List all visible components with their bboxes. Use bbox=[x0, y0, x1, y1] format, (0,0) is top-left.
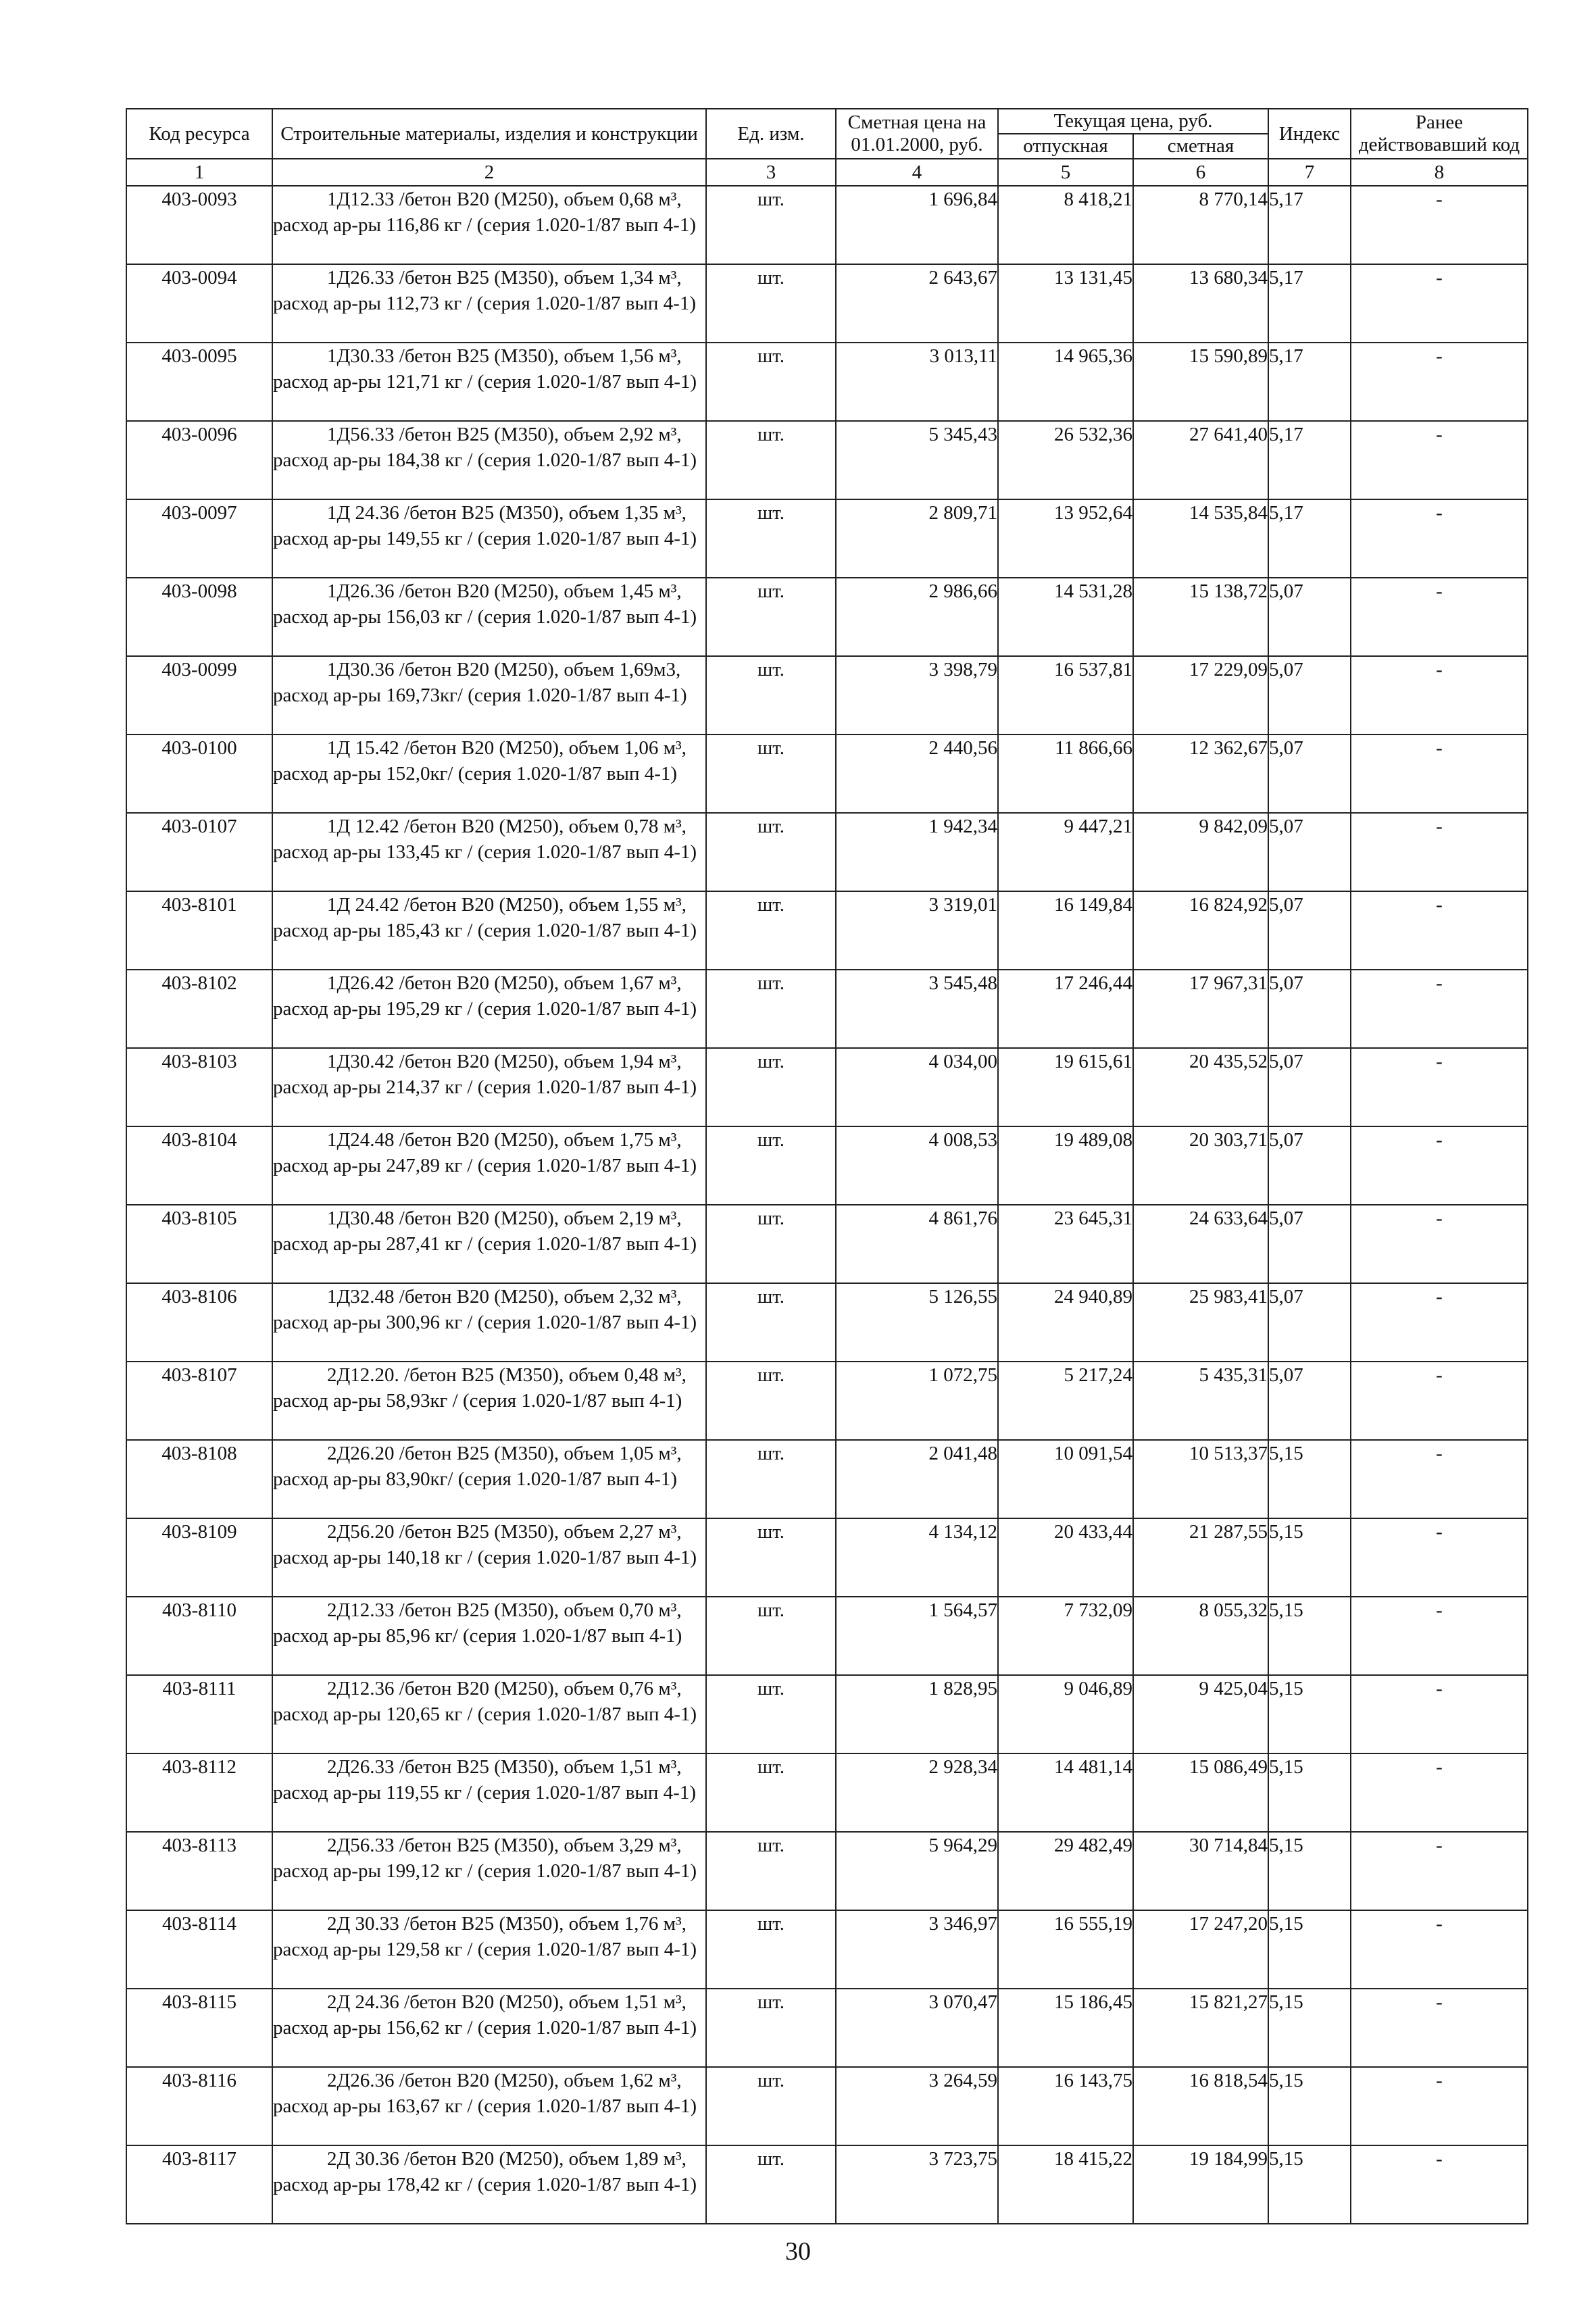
material-name-text: 1Д 24.36 /бетон В25 (М350), объем 1,35 м³, расход ар-ры 149,55 кг / (серия 1.020-1/87 вып 4-1) bbox=[273, 502, 697, 549]
base-price-cell: 1 828,95 bbox=[836, 1675, 998, 1753]
material-name bbox=[272, 1440, 706, 1518]
table-row bbox=[126, 578, 1528, 656]
estimate-price-cell: 15 821,27 bbox=[1133, 1989, 1268, 2067]
table-row bbox=[126, 970, 1528, 1048]
prev-code-cell: - bbox=[1351, 499, 1528, 578]
resource-code: 403-0097 bbox=[126, 499, 272, 578]
release-price-cell: 13 952,64 bbox=[998, 499, 1133, 578]
release-price-cell: 8 418,21 bbox=[998, 186, 1133, 264]
header-estimate-price: сметная bbox=[1133, 134, 1268, 159]
index-cell: 5,07 bbox=[1268, 970, 1351, 1048]
material-name bbox=[272, 813, 706, 891]
base-price-cell: 5 345,43 bbox=[836, 421, 998, 499]
base-price-cell: 1 696,84 bbox=[836, 186, 998, 264]
unit-cell: шт. bbox=[706, 264, 836, 343]
prev-code-cell: - bbox=[1351, 343, 1528, 421]
estimate-price-cell: 16 818,54 bbox=[1133, 2067, 1268, 2145]
material-name-text: 2Д26.36 /бетон В20 (М250), объем 1,62 м³, расход ар-ры 163,67 кг / (серия 1.020-1/87 вып 4-1) bbox=[273, 2070, 697, 2117]
estimate-price-cell: 15 138,72 bbox=[1133, 578, 1268, 656]
index-cell: 5,07 bbox=[1268, 813, 1351, 891]
table-row bbox=[126, 1126, 1528, 1205]
estimate-price-cell: 25 983,41 bbox=[1133, 1283, 1268, 1362]
index-cell: 5,17 bbox=[1268, 343, 1351, 421]
resource-code: 403-8102 bbox=[126, 970, 272, 1048]
material-name bbox=[272, 186, 706, 264]
table-row bbox=[126, 2067, 1528, 2145]
table-row bbox=[126, 891, 1528, 970]
material-name-text: 2Д 30.36 /бетон В20 (М250), объем 1,89 м³, расход ар-ры 178,42 кг / (серия 1.020-1/87 вып 4-1) bbox=[273, 2148, 697, 2195]
prev-code-cell: - bbox=[1351, 186, 1528, 264]
column-number: 4 bbox=[836, 159, 998, 186]
unit-cell: шт. bbox=[706, 813, 836, 891]
table-row bbox=[126, 421, 1528, 499]
table-row bbox=[126, 1910, 1528, 1989]
unit-cell: шт. bbox=[706, 1126, 836, 1205]
prev-code-cell: - bbox=[1351, 2067, 1528, 2145]
estimate-price-cell: 9 842,09 bbox=[1133, 813, 1268, 891]
table-row bbox=[126, 1205, 1528, 1283]
release-price-cell: 23 645,31 bbox=[998, 1205, 1133, 1283]
prev-code-cell: - bbox=[1351, 1675, 1528, 1753]
estimate-price-cell: 16 824,92 bbox=[1133, 891, 1268, 970]
release-price-cell: 26 532,36 bbox=[998, 421, 1133, 499]
material-name-text: 2Д56.20 /бетон В25 (М350), объем 2,27 м³, расход ар-ры 140,18 кг / (серия 1.020-1/87 вып 4-1) bbox=[273, 1521, 697, 1568]
unit-cell: шт. bbox=[706, 343, 836, 421]
release-price-cell: 16 537,81 bbox=[998, 656, 1133, 735]
resource-code: 403-8104 bbox=[126, 1126, 272, 1205]
material-name bbox=[272, 1518, 706, 1597]
estimate-price-cell: 15 590,89 bbox=[1133, 343, 1268, 421]
prev-code-cell: - bbox=[1351, 1832, 1528, 1910]
index-cell: 5,15 bbox=[1268, 1832, 1351, 1910]
base-price-cell: 2 986,66 bbox=[836, 578, 998, 656]
material-name bbox=[272, 1048, 706, 1126]
material-name-text: 1Д 15.42 /бетон В20 (М250), объем 1,06 м³, расход ар-ры 152,0кг/ (серия 1.020-1/87 вып 4-1) bbox=[273, 737, 687, 785]
index-cell: 5,07 bbox=[1268, 1048, 1351, 1126]
material-name-text: 1Д26.33 /бетон В25 (М350), объем 1,34 м³, расход ар-ры 112,73 кг / (серия 1.020-1/87 вып 4-1) bbox=[273, 267, 696, 314]
material-name bbox=[272, 1675, 706, 1753]
estimate-price-cell: 14 535,84 bbox=[1133, 499, 1268, 578]
index-cell: 5,07 bbox=[1268, 735, 1351, 813]
resource-code: 403-0100 bbox=[126, 735, 272, 813]
base-price-cell: 2 928,34 bbox=[836, 1753, 998, 1832]
material-name-text: 1Д32.48 /бетон В20 (М250), объем 2,32 м³, расход ар-ры 300,96 кг / (серия 1.020-1/87 вып 4-1) bbox=[273, 1286, 697, 1333]
prev-code-cell: - bbox=[1351, 421, 1528, 499]
prev-code-cell: - bbox=[1351, 1753, 1528, 1832]
column-number: 5 bbox=[998, 159, 1133, 186]
base-price-cell: 1 564,57 bbox=[836, 1597, 998, 1675]
index-cell: 5,15 bbox=[1268, 1910, 1351, 1989]
material-name-text: 1Д30.42 /бетон В20 (М250), объем 1,94 м³, расход ар-ры 214,37 кг / (серия 1.020-1/87 вып 4-1) bbox=[273, 1051, 697, 1098]
unit-cell: шт. bbox=[706, 1910, 836, 1989]
material-name-text: 2Д12.33 /бетон В25 (М350), объем 0,70 м³, расход ар-ры 85,96 кг/ (серия 1.020-1/87 вып 4-1) bbox=[273, 1599, 682, 1647]
material-name bbox=[272, 264, 706, 343]
index-cell: 5,07 bbox=[1268, 1126, 1351, 1205]
material-name-text: 2Д 24.36 /бетон В20 (М250), объем 1,51 м³, расход ар-ры 156,62 кг / (серия 1.020-1/87 вып 4-1) bbox=[273, 1991, 697, 2039]
prev-code-cell: - bbox=[1351, 656, 1528, 735]
material-name-text: 1Д30.33 /бетон В25 (М350), объем 1,56 м³, расход ар-ры 121,71 кг / (серия 1.020-1/87 вып 4-1) bbox=[273, 345, 697, 393]
estimate-price-cell: 8 770,14 bbox=[1133, 186, 1268, 264]
estimate-price-cell: 12 362,67 bbox=[1133, 735, 1268, 813]
material-name bbox=[272, 970, 706, 1048]
release-price-cell: 9 447,21 bbox=[998, 813, 1133, 891]
material-name bbox=[272, 1832, 706, 1910]
table-row bbox=[126, 1675, 1528, 1753]
material-name-text: 1Д30.36 /бетон В20 (М250), объем 1,69м3, расход ар-ры 169,73кг/ (серия 1.020-1/87 вып 4-1) bbox=[273, 659, 687, 706]
material-name bbox=[272, 2067, 706, 2145]
unit-cell: шт. bbox=[706, 1832, 836, 1910]
table-row bbox=[126, 1832, 1528, 1910]
unit-cell: шт. bbox=[706, 1518, 836, 1597]
prev-code-cell: - bbox=[1351, 1362, 1528, 1440]
base-price-cell: 3 723,75 bbox=[836, 2145, 998, 2224]
header-name: Строительные материалы, изделия и конструкции bbox=[272, 109, 706, 159]
release-price-cell: 13 131,45 bbox=[998, 264, 1133, 343]
table-row bbox=[126, 1283, 1528, 1362]
index-cell: 5,17 bbox=[1268, 186, 1351, 264]
material-name bbox=[272, 735, 706, 813]
column-number: 6 bbox=[1133, 159, 1268, 186]
unit-cell: шт. bbox=[706, 1989, 836, 2067]
column-number: 3 bbox=[706, 159, 836, 186]
release-price-cell: 29 482,49 bbox=[998, 1832, 1133, 1910]
base-price-cell: 3 070,47 bbox=[836, 1989, 998, 2067]
estimate-price-cell: 13 680,34 bbox=[1133, 264, 1268, 343]
resource-code: 403-0096 bbox=[126, 421, 272, 499]
base-price-cell: 5 126,55 bbox=[836, 1283, 998, 1362]
release-price-cell: 17 246,44 bbox=[998, 970, 1133, 1048]
material-name bbox=[272, 656, 706, 735]
table-row bbox=[126, 186, 1528, 264]
base-price-cell: 5 964,29 bbox=[836, 1832, 998, 1910]
resource-code: 403-8111 bbox=[126, 1675, 272, 1753]
release-price-cell: 16 143,75 bbox=[998, 2067, 1133, 2145]
release-price-cell: 14 965,36 bbox=[998, 343, 1133, 421]
prev-code-cell: - bbox=[1351, 1048, 1528, 1126]
resource-code: 403-8112 bbox=[126, 1753, 272, 1832]
index-cell: 5,07 bbox=[1268, 578, 1351, 656]
estimate-price-cell: 17 229,09 bbox=[1133, 656, 1268, 735]
table-row bbox=[126, 813, 1528, 891]
header-current-price: Текущая цена, руб. bbox=[998, 109, 1268, 134]
unit-cell: шт. bbox=[706, 1675, 836, 1753]
prev-code-cell: - bbox=[1351, 1283, 1528, 1362]
table-row bbox=[126, 499, 1528, 578]
material-name bbox=[272, 1910, 706, 1989]
release-price-cell: 11 866,66 bbox=[998, 735, 1133, 813]
resource-code: 403-0107 bbox=[126, 813, 272, 891]
base-price-cell: 4 008,53 bbox=[836, 1126, 998, 1205]
column-number: 8 bbox=[1351, 159, 1528, 186]
page-number: 30 bbox=[785, 2237, 811, 2266]
header-base-price: Сметная цена на 01.01.2000, руб. bbox=[836, 109, 998, 159]
material-name bbox=[272, 1283, 706, 1362]
resource-code: 403-8116 bbox=[126, 2067, 272, 2145]
unit-cell: шт. bbox=[706, 2067, 836, 2145]
estimate-price-cell: 9 425,04 bbox=[1133, 1675, 1268, 1753]
table-row bbox=[126, 1597, 1528, 1675]
index-cell: 5,15 bbox=[1268, 1440, 1351, 1518]
material-name-text: 2Д26.20 /бетон В25 (М350), объем 1,05 м³, расход ар-ры 83,90кг/ (серия 1.020-1/87 вып 4-1) bbox=[273, 1443, 682, 1490]
unit-cell: шт. bbox=[706, 1753, 836, 1832]
prev-code-cell: - bbox=[1351, 1205, 1528, 1283]
material-name bbox=[272, 2145, 706, 2224]
release-price-cell: 7 732,09 bbox=[998, 1597, 1133, 1675]
material-name-text: 2Д12.20. /бетон В25 (М350), объем 0,48 м³, расход ар-ры 58,93кг / (серия 1.020-1/87 вып 4-1) bbox=[273, 1364, 687, 1412]
estimate-price-cell: 5 435,31 bbox=[1133, 1362, 1268, 1440]
material-name bbox=[272, 1362, 706, 1440]
material-name bbox=[272, 1753, 706, 1832]
index-cell: 5,17 bbox=[1268, 421, 1351, 499]
material-name-text: 2Д12.36 /бетон В20 (М250), объем 0,76 м³, расход ар-ры 120,65 кг / (серия 1.020-1/87 вып 4-1) bbox=[273, 1678, 697, 1725]
prev-code-cell: - bbox=[1351, 970, 1528, 1048]
index-cell: 5,15 bbox=[1268, 2067, 1351, 2145]
estimate-price-cell: 17 247,20 bbox=[1133, 1910, 1268, 1989]
unit-cell: шт. bbox=[706, 1205, 836, 1283]
resource-code: 403-8103 bbox=[126, 1048, 272, 1126]
unit-cell: шт. bbox=[706, 735, 836, 813]
material-name bbox=[272, 1597, 706, 1675]
material-name-text: 1Д24.48 /бетон В20 (М250), объем 1,75 м³, расход ар-ры 247,89 кг / (серия 1.020-1/87 вып 4-1) bbox=[273, 1129, 697, 1176]
resource-code: 403-0098 bbox=[126, 578, 272, 656]
resource-code: 403-8117 bbox=[126, 2145, 272, 2224]
estimate-price-cell: 30 714,84 bbox=[1133, 1832, 1268, 1910]
estimate-price-cell: 24 633,64 bbox=[1133, 1205, 1268, 1283]
resource-code: 403-8105 bbox=[126, 1205, 272, 1283]
header-index: Индекс bbox=[1268, 109, 1351, 159]
resource-code: 403-8106 bbox=[126, 1283, 272, 1362]
unit-cell: шт. bbox=[706, 970, 836, 1048]
estimate-price-cell: 27 641,40 bbox=[1133, 421, 1268, 499]
column-number: 2 bbox=[272, 159, 706, 186]
estimate-price-cell: 21 287,55 bbox=[1133, 1518, 1268, 1597]
release-price-cell: 18 415,22 bbox=[998, 2145, 1133, 2224]
resource-code: 403-8115 bbox=[126, 1989, 272, 2067]
prev-code-cell: - bbox=[1351, 578, 1528, 656]
prev-code-cell: - bbox=[1351, 1440, 1528, 1518]
material-name-text: 1Д26.42 /бетон В20 (М250), объем 1,67 м³, расход ар-ры 195,29 кг / (серия 1.020-1/87 вып 4-1) bbox=[273, 972, 697, 1020]
estimate-price-cell: 15 086,49 bbox=[1133, 1753, 1268, 1832]
material-name-text: 1Д 24.42 /бетон В20 (М250), объем 1,55 м³, расход ар-ры 185,43 кг / (серия 1.020-1/87 вып 4-1) bbox=[273, 894, 697, 941]
release-price-cell: 14 481,14 bbox=[998, 1753, 1133, 1832]
index-cell: 5,15 bbox=[1268, 1753, 1351, 1832]
prev-code-cell: - bbox=[1351, 891, 1528, 970]
header-release-price: отпускная bbox=[998, 134, 1133, 159]
material-name-text: 2Д26.33 /бетон В25 (М350), объем 1,51 м³, расход ар-ры 119,55 кг / (серия 1.020-1/87 вып 4-1) bbox=[273, 1756, 696, 1803]
material-name bbox=[272, 1126, 706, 1205]
base-price-cell: 4 861,76 bbox=[836, 1205, 998, 1283]
release-price-cell: 15 186,45 bbox=[998, 1989, 1133, 2067]
release-price-cell: 14 531,28 bbox=[998, 578, 1133, 656]
material-name-text: 2Д 30.33 /бетон В25 (М350), объем 1,76 м³, расход ар-ры 129,58 кг / (серия 1.020-1/87 вып 4-1) bbox=[273, 1913, 697, 1960]
material-name bbox=[272, 343, 706, 421]
resource-code: 403-8114 bbox=[126, 1910, 272, 1989]
header-code: Код ресурса bbox=[126, 109, 272, 159]
base-price-cell: 3 398,79 bbox=[836, 656, 998, 735]
table-row bbox=[126, 343, 1528, 421]
unit-cell: шт. bbox=[706, 2145, 836, 2224]
material-name bbox=[272, 1205, 706, 1283]
prev-code-cell: - bbox=[1351, 1989, 1528, 2067]
base-price-cell: 3 013,11 bbox=[836, 343, 998, 421]
index-cell: 5,07 bbox=[1268, 1205, 1351, 1283]
table-row bbox=[126, 735, 1528, 813]
base-price-cell: 2 643,67 bbox=[836, 264, 998, 343]
material-name-text: 1Д26.36 /бетон В20 (М250), объем 1,45 м³, расход ар-ры 156,03 кг / (серия 1.020-1/87 вып 4-1) bbox=[273, 580, 697, 628]
base-price-cell: 2 041,48 bbox=[836, 1440, 998, 1518]
material-name-text: 2Д56.33 /бетон В25 (М350), объем 3,29 м³, расход ар-ры 199,12 кг / (серия 1.020-1/87 вып 4-1) bbox=[273, 1835, 697, 1882]
unit-cell: шт. bbox=[706, 1597, 836, 1675]
header-unit: Ед. изм. bbox=[706, 109, 836, 159]
release-price-cell: 9 046,89 bbox=[998, 1675, 1133, 1753]
material-name-text: 1Д30.48 /бетон В20 (М250), объем 2,19 м³, расход ар-ры 287,41 кг / (серия 1.020-1/87 вып 4-1) bbox=[273, 1208, 697, 1255]
resource-code: 403-8108 bbox=[126, 1440, 272, 1518]
unit-cell: шт. bbox=[706, 1283, 836, 1362]
material-name-text: 1Д 12.42 /бетон В20 (М250), объем 0,78 м³, расход ар-ры 133,45 кг / (серия 1.020-1/87 вып 4-1) bbox=[273, 816, 697, 863]
resource-code: 403-8113 bbox=[126, 1832, 272, 1910]
estimate-price-cell: 20 303,71 bbox=[1133, 1126, 1268, 1205]
unit-cell: шт. bbox=[706, 499, 836, 578]
prev-code-cell: - bbox=[1351, 735, 1528, 813]
material-name bbox=[272, 499, 706, 578]
column-number: 7 bbox=[1268, 159, 1351, 186]
base-price-cell: 4 034,00 bbox=[836, 1048, 998, 1126]
resource-code: 403-0099 bbox=[126, 656, 272, 735]
index-cell: 5,07 bbox=[1268, 1283, 1351, 1362]
unit-cell: шт. bbox=[706, 891, 836, 970]
table-row bbox=[126, 2145, 1528, 2224]
release-price-cell: 16 555,19 bbox=[998, 1910, 1133, 1989]
base-price-cell: 2 440,56 bbox=[836, 735, 998, 813]
base-price-cell: 4 134,12 bbox=[836, 1518, 998, 1597]
resource-code: 403-0093 bbox=[126, 186, 272, 264]
material-name-text: 1Д12.33 /бетон В20 (М250), объем 0,68 м³, расход ар-ры 116,86 кг / (серия 1.020-1/87 вып 4-1) bbox=[273, 189, 696, 236]
material-name bbox=[272, 1989, 706, 2067]
estimate-price-cell: 8 055,32 bbox=[1133, 1597, 1268, 1675]
table-row bbox=[126, 1048, 1528, 1126]
index-cell: 5,15 bbox=[1268, 2145, 1351, 2224]
prev-code-cell: - bbox=[1351, 2145, 1528, 2224]
estimate-price-cell: 10 513,37 bbox=[1133, 1440, 1268, 1518]
resource-code: 403-0095 bbox=[126, 343, 272, 421]
table-row bbox=[126, 1518, 1528, 1597]
unit-cell: шт. bbox=[706, 421, 836, 499]
unit-cell: шт. bbox=[706, 656, 836, 735]
table-row bbox=[126, 1989, 1528, 2067]
table-body bbox=[126, 186, 1528, 2224]
unit-cell: шт. bbox=[706, 1440, 836, 1518]
index-cell: 5,15 bbox=[1268, 1518, 1351, 1597]
unit-cell: шт. bbox=[706, 578, 836, 656]
resource-code: 403-0094 bbox=[126, 264, 272, 343]
resource-code: 403-8110 bbox=[126, 1597, 272, 1675]
release-price-cell: 10 091,54 bbox=[998, 1440, 1133, 1518]
unit-cell: шт. bbox=[706, 1048, 836, 1126]
base-price-cell: 3 545,48 bbox=[836, 970, 998, 1048]
index-cell: 5,15 bbox=[1268, 1675, 1351, 1753]
release-price-cell: 16 149,84 bbox=[998, 891, 1133, 970]
release-price-cell: 19 615,61 bbox=[998, 1048, 1133, 1126]
base-price-cell: 3 264,59 bbox=[836, 2067, 998, 2145]
material-name bbox=[272, 421, 706, 499]
prev-code-cell: - bbox=[1351, 264, 1528, 343]
table-row bbox=[126, 656, 1528, 735]
release-price-cell: 19 489,08 bbox=[998, 1126, 1133, 1205]
base-price-cell: 3 319,01 bbox=[836, 891, 998, 970]
resource-code: 403-8107 bbox=[126, 1362, 272, 1440]
table-row bbox=[126, 1753, 1528, 1832]
estimate-price-cell: 19 184,99 bbox=[1133, 2145, 1268, 2224]
index-cell: 5,07 bbox=[1268, 656, 1351, 735]
resource-code: 403-8109 bbox=[126, 1518, 272, 1597]
unit-cell: шт. bbox=[706, 186, 836, 264]
base-price-cell: 1 942,34 bbox=[836, 813, 998, 891]
index-cell: 5,07 bbox=[1268, 891, 1351, 970]
prev-code-cell: - bbox=[1351, 1597, 1528, 1675]
index-cell: 5,17 bbox=[1268, 499, 1351, 578]
table-row bbox=[126, 1362, 1528, 1440]
material-name bbox=[272, 891, 706, 970]
prev-code-cell: - bbox=[1351, 1910, 1528, 1989]
unit-cell: шт. bbox=[706, 1362, 836, 1440]
prev-code-cell: - bbox=[1351, 813, 1528, 891]
table-row bbox=[126, 264, 1528, 343]
base-price-cell: 1 072,75 bbox=[836, 1362, 998, 1440]
table-header bbox=[126, 109, 1528, 186]
column-numbers-row bbox=[126, 159, 1528, 186]
estimate-price-cell: 17 967,31 bbox=[1133, 970, 1268, 1048]
release-price-cell: 5 217,24 bbox=[998, 1362, 1133, 1440]
price-table bbox=[126, 108, 1528, 2224]
prev-code-cell: - bbox=[1351, 1518, 1528, 1597]
column-number: 1 bbox=[126, 159, 272, 186]
index-cell: 5,15 bbox=[1268, 1597, 1351, 1675]
base-price-cell: 2 809,71 bbox=[836, 499, 998, 578]
index-cell: 5,07 bbox=[1268, 1362, 1351, 1440]
index-cell: 5,15 bbox=[1268, 1989, 1351, 2067]
prev-code-cell: - bbox=[1351, 1126, 1528, 1205]
release-price-cell: 24 940,89 bbox=[998, 1283, 1133, 1362]
header-prev-code: Ранее действовавший код bbox=[1351, 109, 1528, 159]
resource-code: 403-8101 bbox=[126, 891, 272, 970]
material-name bbox=[272, 578, 706, 656]
estimate-price-cell: 20 435,52 bbox=[1133, 1048, 1268, 1126]
table-row bbox=[126, 1440, 1528, 1518]
index-cell: 5,17 bbox=[1268, 264, 1351, 343]
release-price-cell: 20 433,44 bbox=[998, 1518, 1133, 1597]
material-name-text: 1Д56.33 /бетон В25 (М350), объем 2,92 м³, расход ар-ры 184,38 кг / (серия 1.020-1/87 вып 4-1) bbox=[273, 424, 697, 471]
base-price-cell: 3 346,97 bbox=[836, 1910, 998, 1989]
